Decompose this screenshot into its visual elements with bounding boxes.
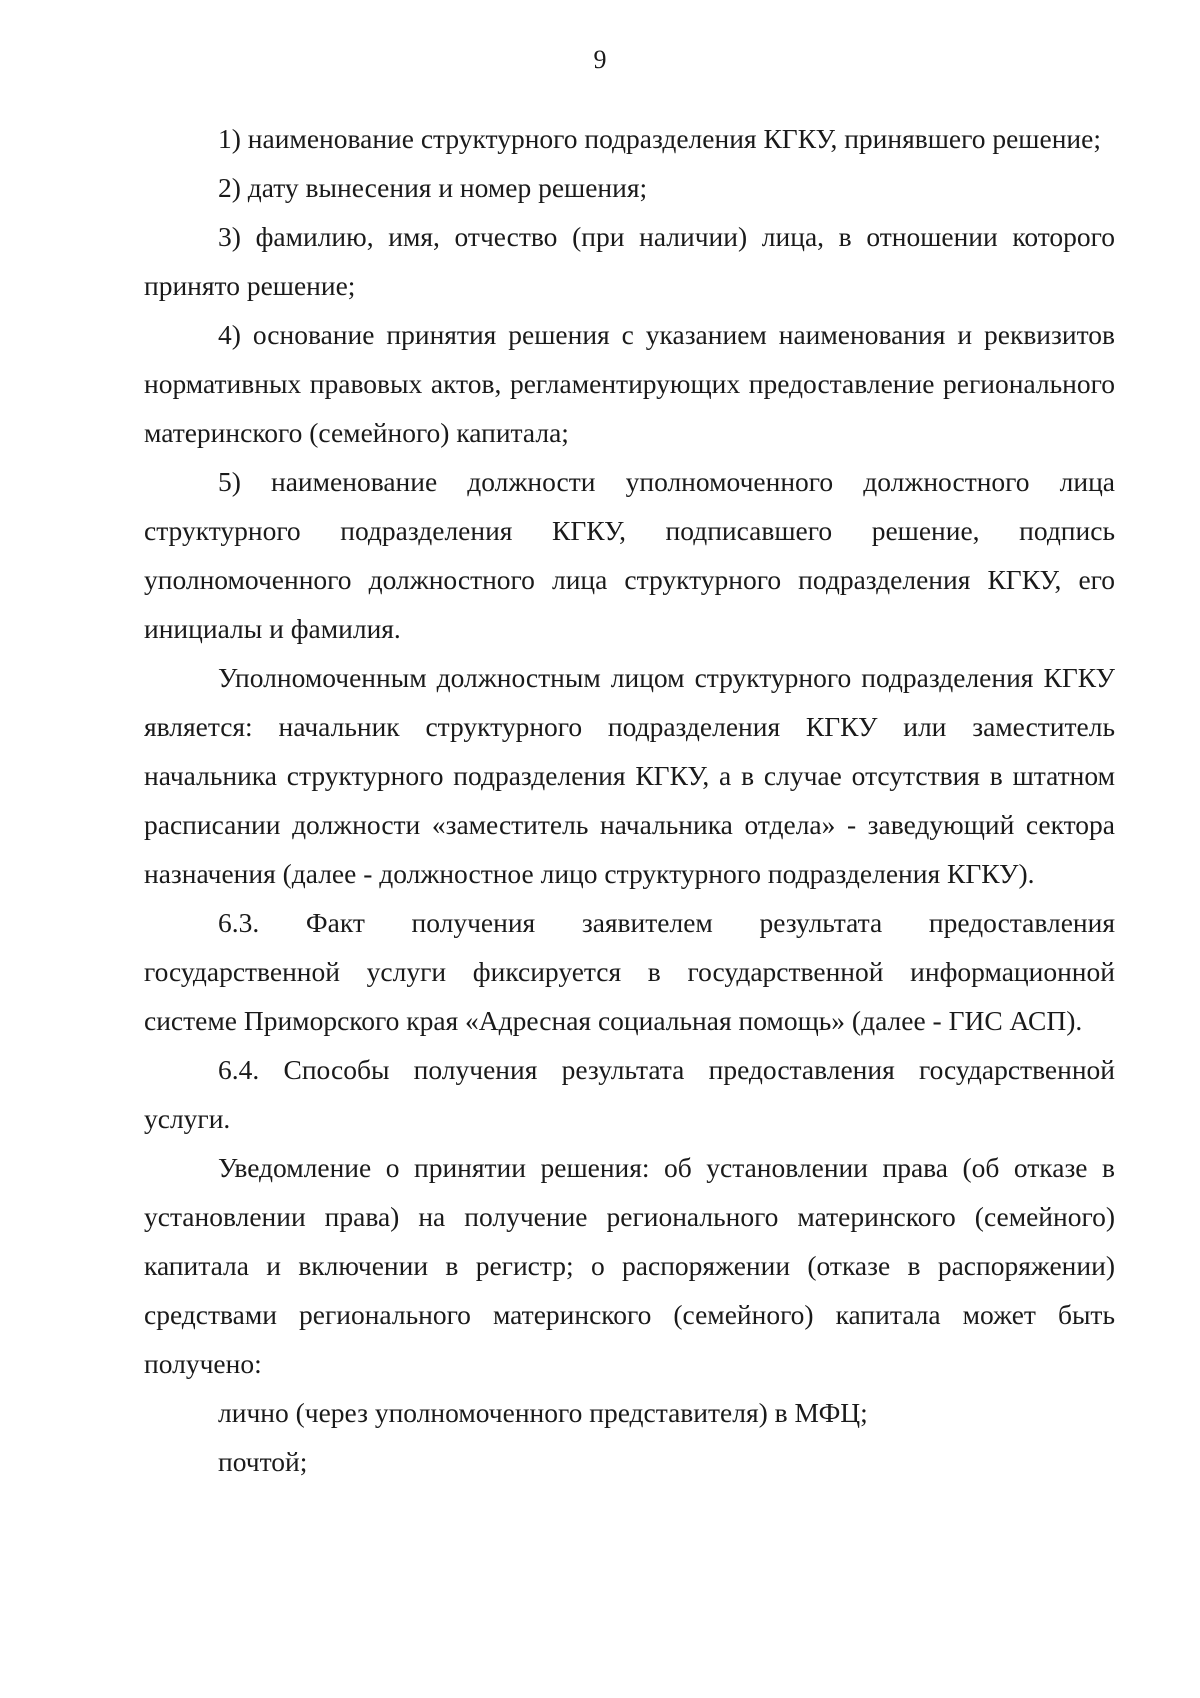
paragraph-notification: Уведомление о принятии решения: об установлении права (об отказе в установлении права) на получение регионального материнского (семейного) капитала и включении в регистр; о распоряжении (отказе в распоряжении) средствами регионального материнского (семейного) капитала может быть получено: (144, 1152, 1115, 1379)
paragraph-item-2: 2) дату вынесения и номер решения; (218, 172, 648, 203)
page-number: 9 (593, 45, 607, 74)
document-body (144, 114, 1115, 1486)
paragraph-6-4: 6.4. Способы получения результата предоставления государственной услуги. (144, 1054, 1115, 1134)
paragraph-authorized-official: Уполномоченным должностным лицом структурного подразделения КГКУ является: начальник структурного подразделения КГКУ или заместитель начальника структурного подразделения КГКУ, а в случае отсутствия в штатном расписании должности «заместитель начальника отдела» - заведующий сектора назначения (далее - должностное лицо структурного подразделения КГКУ). (144, 662, 1115, 889)
list-item-by-mail: почтой; (218, 1446, 308, 1477)
paragraph-6-3: 6.3. Факт получения заявителем результата предоставления государственной услуги фиксируется в государственной информационной системе Приморского края «Адресная социальная помощь» (далее - ГИС АСП). (144, 907, 1115, 1036)
paragraph-item-5: 5) наименование должности уполномоченного должностного лица структурного подразделения КГКУ, подписавшего решение, подпись уполномоченного должностного лица структурного подразделения КГКУ, его инициалы и фамилия. (144, 466, 1115, 644)
paragraph-item-4: 4) основание принятия решения с указанием наименования и реквизитов нормативных правовых актов, регламентирующих предоставление регионального материнского (семейного) капитала; (144, 319, 1115, 448)
paragraph-item-1: 1) наименование структурного подразделения КГКУ, принявшего решение; (218, 123, 1101, 154)
list-item-in-person: лично (через уполномоченного представителя) в МФЦ; (218, 1397, 868, 1428)
paragraph-item-3: 3) фамилию, имя, отчество (при наличии) лица, в отношении которого принято решение; (144, 221, 1115, 301)
